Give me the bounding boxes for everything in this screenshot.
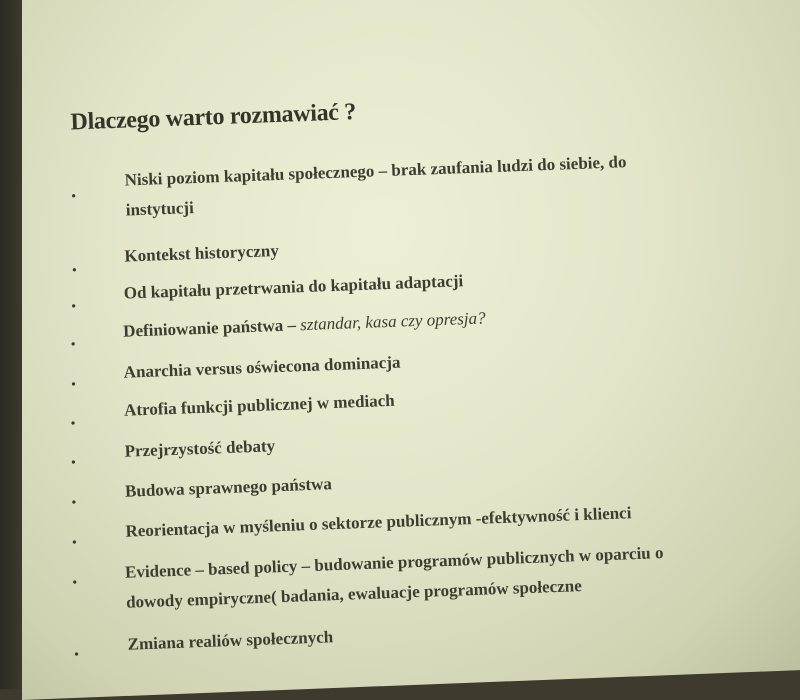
slide-title: Dlaczego warto rozmawiać ?: [70, 99, 357, 136]
bullet-icon: •: [70, 416, 76, 432]
list-item: [123, 348, 401, 388]
list-item-text: Zmiana realiów społecznych: [127, 627, 334, 654]
list-item: [124, 147, 628, 225]
list-item-text: Atrofia funkcji publicznej w mediach: [123, 390, 396, 420]
list-item-text: Przejrzystość debaty: [124, 436, 276, 461]
bullet-icon: •: [71, 299, 77, 315]
list-item: [125, 469, 333, 507]
bullet-icon: •: [70, 455, 77, 471]
list-item-text: Evidence – based policy – budowanie programów publicznych w oparciu o: [124, 543, 664, 582]
bullet-icon: •: [71, 495, 77, 511]
list-item-text: Anarchia versus oświecona dominacja: [123, 352, 401, 382]
bullet-icon: •: [73, 647, 80, 663]
list-item: [123, 303, 486, 346]
list-item-text: Od kapitału przetrwania do kapitału adaptacji: [123, 271, 464, 303]
bullet-icon: •: [70, 337, 76, 353]
bullet-icon: •: [71, 263, 78, 279]
bullet-icon: •: [70, 189, 77, 205]
list-item: [125, 498, 632, 547]
list-item-text: Niski poziom kapitału społecznego – brak zaufania ludzi do siebie, do: [124, 152, 627, 190]
list-item-text: Definiowanie państwa –: [122, 315, 301, 341]
list-item: [124, 386, 396, 426]
list-item-text: Kontekst historyczny: [124, 240, 280, 266]
list-item-text-italic: sztandar, kasa czy opresja?: [299, 308, 486, 335]
list-item: [123, 266, 463, 308]
bullet-icon: •: [71, 535, 78, 551]
list-item: [124, 431, 276, 466]
bullet-icon: •: [70, 377, 77, 393]
list-item-text: Reorientacja w myśleniu o sektorze publicznym -efektywność i klienci: [125, 503, 632, 541]
list-item: [127, 622, 334, 660]
list-item: [125, 538, 666, 618]
list-item: [124, 236, 279, 272]
list-item-text-continued: instytucji: [125, 198, 195, 220]
bullet-icon: •: [72, 575, 78, 591]
list-item-text-continued: dowody empiryczne( badania, ewaluacje programów społeczne: [125, 576, 583, 612]
list-item-text: Budowa sprawnego państwa: [124, 474, 333, 501]
